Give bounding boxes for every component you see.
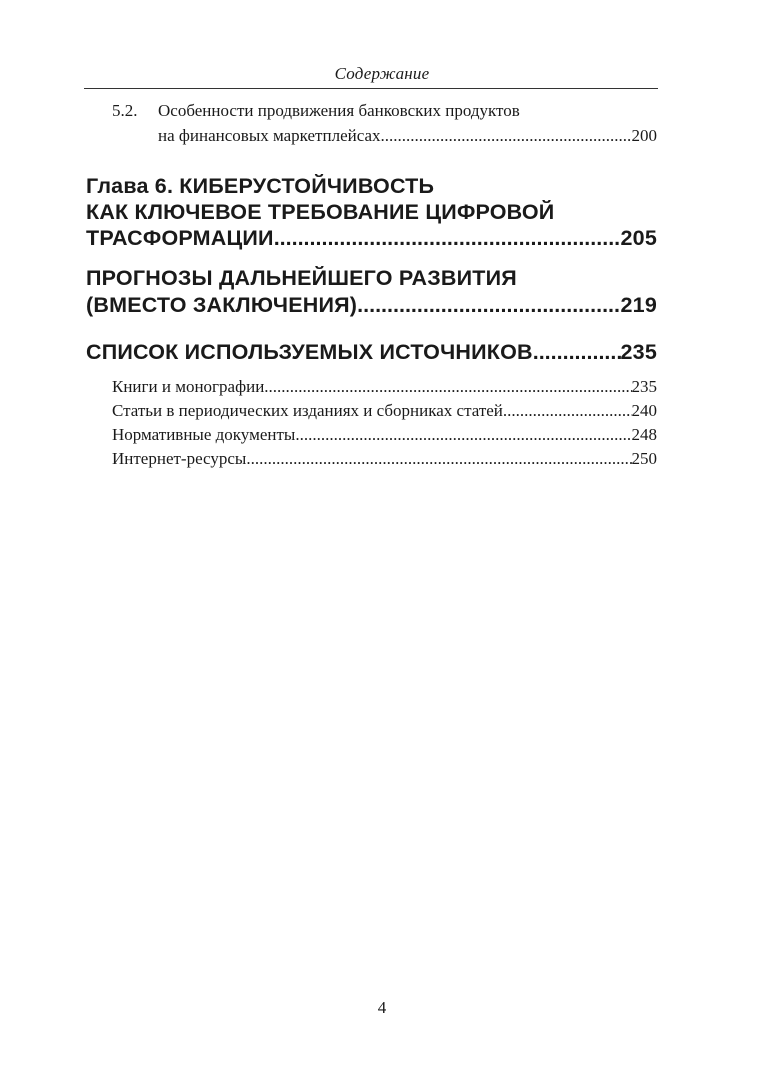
toc-page-number: 205 [620,226,657,250]
toc-chapter-6-line3[interactable] [86,226,657,251]
toc-forecasts-line2[interactable] [86,293,657,318]
leader-dots [357,293,620,318]
toc-chapter-6-line2[interactable] [86,200,657,225]
toc-chapter-title-cont: КАК КЛЮЧЕВОЕ ТРЕБОВАНИЕ ЦИФРОВОЙ [86,200,555,224]
toc-page-number: 235 [620,340,657,364]
leader-dots [264,377,631,397]
toc-page-number: 235 [631,377,657,396]
toc-entry-5-2-line1[interactable] [112,101,657,121]
page-number: 4 [377,998,387,1017]
toc-chapter-title: СПИСОК ИСПОЛЬЗУЕМЫХ ИСТОЧНИКОВ [86,340,533,364]
toc-sources-item[interactable] [112,449,657,469]
toc-item-title: Книги и монографии [112,377,265,396]
toc-chapter-title: Глава 6. КИБЕРУСТОЙЧИВОСТЬ [86,174,435,198]
toc-sources[interactable] [86,340,657,365]
toc-entry-title-cont: на финансовых маркетплейсах [158,126,381,145]
toc-item-title: Статьи в периодических изданиях и сборниках статей [112,401,503,420]
leader-dots [246,449,631,469]
toc-sources-item[interactable] [112,377,657,397]
leader-dots [381,126,632,146]
toc-chapter-title-cont: (ВМЕСТО ЗАКЛЮЧЕНИЯ) [86,293,358,317]
running-title: Содержание [334,64,430,83]
toc-page-number: 250 [631,449,657,468]
leader-dots [533,340,621,365]
toc-sources-item[interactable] [112,425,657,445]
toc-entry-number: 5.2. [112,101,138,120]
toc-chapter-6-line1[interactable] [86,174,657,199]
toc-item-title: Интернет-ресурсы [112,449,247,468]
leader-dots [503,401,632,421]
toc-chapter-title: ПРОГНОЗЫ ДАЛЬНЕЙШЕГО РАЗВИТИЯ [86,266,517,290]
header-rule [84,88,658,89]
toc-page-number: 200 [631,126,657,145]
toc-forecasts-line1[interactable] [86,266,657,291]
toc-entry-title: Особенности продвижения банковских продуктов [158,101,520,120]
leader-dots [274,226,621,251]
toc-page-number: 219 [620,293,657,317]
toc-entry-5-2-line2[interactable] [158,126,657,146]
leader-dots [295,425,631,445]
toc-item-title: Нормативные документы [112,425,296,444]
toc-page-number: 240 [631,401,657,420]
toc-sources-item[interactable] [112,401,657,421]
toc-chapter-title-cont: ТРАСФОРМАЦИИ [86,226,274,250]
toc-page-number: 248 [631,425,657,444]
